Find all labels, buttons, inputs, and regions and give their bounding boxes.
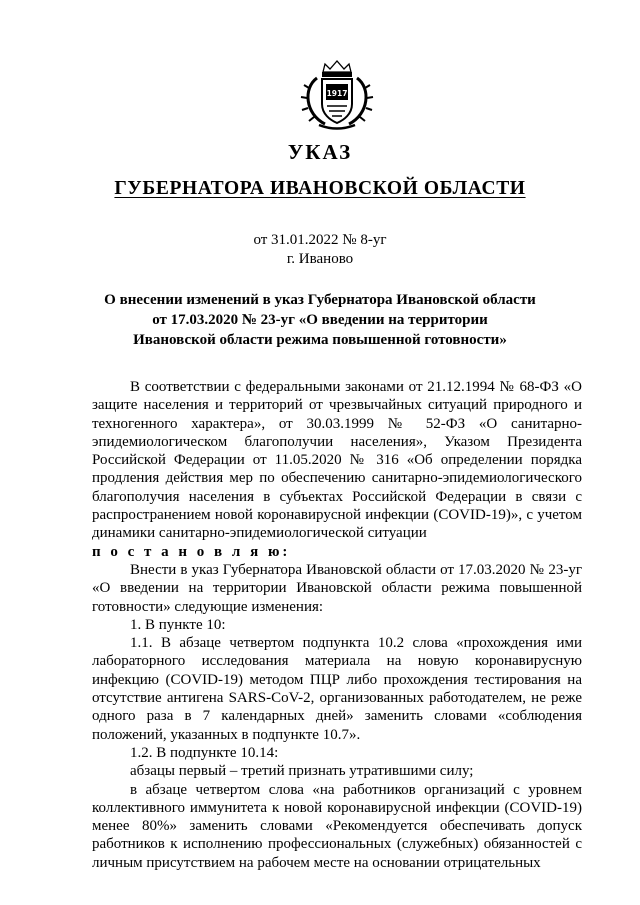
item-1-1: 1.1. В абзаце четвертом подпункта 10.2 слова «прохождения ими лабораторного исследования материала на новую коронавирусную инфекцию (COVID-19) методом ПЦР либо прохождения тестирования на отсутствие антигена SARS-CoV-2, организованных работодателем, не реже одного раза в 7 календарных дней» заменить словами «соблюдения положений, указанных в подпункте 10.7». — [92, 635, 582, 743]
paragraph-a: абзацы первый – третий признать утратившими силу; — [130, 763, 474, 780]
document-date-number: от 31.01.2022 № 8-уг — [253, 232, 387, 248]
svg-text:1917: 1917 — [326, 89, 348, 98]
intro-paragraph: Внести в указ Губернатора Ивановской области от 17.03.2020 № 23-уг «О введении на территории Ивановской области режима повышенной готовности» следующие изменения: — [92, 561, 582, 615]
document-title: УКАЗ — [287, 140, 353, 164]
document-issuer: ГУБЕРНАТОРА ИВАНОВСКОЙ ОБЛАСТИ — [114, 178, 526, 199]
ivanovo-coat-of-arms-icon — [295, 58, 379, 132]
document-subject: О внесении изменений в указ Губернатора Ивановской области от 17.03.2020 № 23-уг «О введении на территории Ивановской области режима повышенной готовности» — [104, 292, 536, 348]
document-body — [92, 378, 582, 872]
item-1: 1. В пункте 10: — [130, 616, 226, 633]
preamble-paragraph: В соответствии с федеральными законами от 21.12.1994 № 68-ФЗ «О защите населения и территорий от чрезвычайных ситуаций природного и техногенного характера», от 30.03.1999 № 52-ФЗ «О санитарно-эпидемиологическом благополучии населения», Указом Президента Российской Федерации от 11.05.2020 № 316 «Об определении порядка продления действия мер по обеспечению санитарно-эпидемиологического благополучия населения в субъектах Российской Федерации в связи с распространением новой коронавирусной инфекции (COVID-19)», с учетом динамики санитарно-эпидемиологической ситуации — [92, 379, 582, 542]
item-1-2: 1.2. В подпункте 10.14: — [130, 744, 279, 761]
paragraph-b: в абзаце четвертом слова «на работников организаций с уровнем коллективного иммунитета к новой коронавирусной инфекции (COVID-19) менее 80%» заменить словами «Рекомендуется обеспечивать допуск работников к исполнению профессиональных (служебных) обязанностей с личным присутствием на рабочем месте на основании отрицательных — [92, 781, 582, 871]
document-city: г. Иваново — [286, 251, 354, 267]
decree-word: п о с т а н о в л я ю: — [92, 543, 291, 560]
